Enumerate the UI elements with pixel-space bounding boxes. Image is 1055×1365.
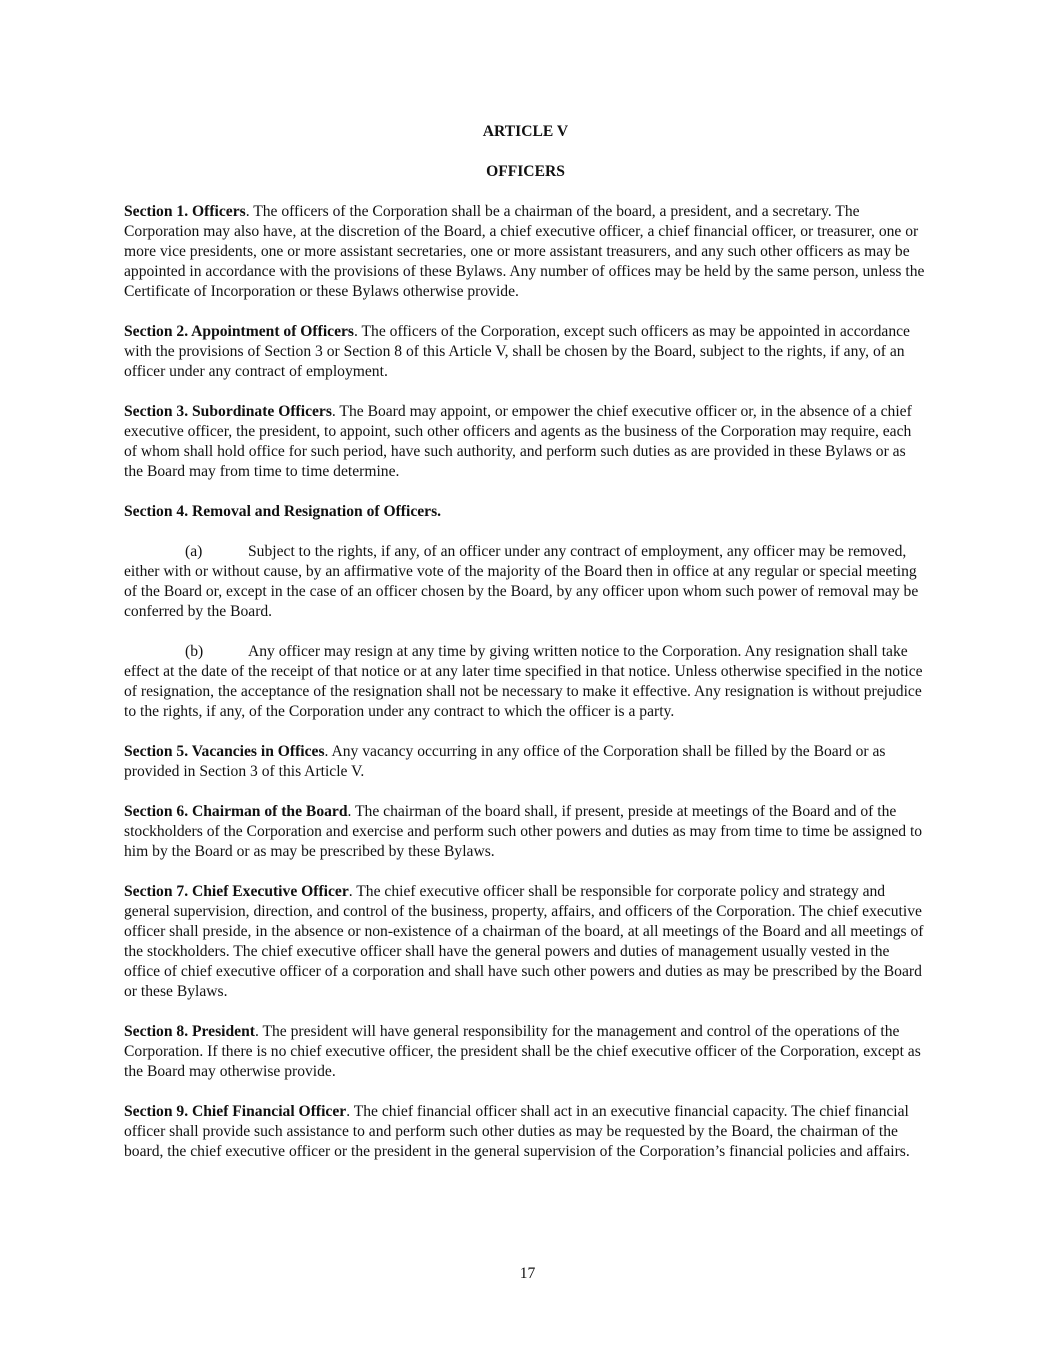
section-1 bbox=[124, 202, 927, 302]
section-title: Section 6. Chairman of the Board bbox=[124, 803, 348, 820]
section-text: . The officers of the Corporation shall be a chairman of the board, a president, and a secretary. The Corporation may also have, at the discretion of the Board, a chief executive officer, a chief financial officer, or treasurer, one or more vice presidents, one or more assistant secretaries, one or more assistant treasurers, and any such other officers as may be appointed in accordance with the provisions of these Bylaws. Any number of offices may be held by the same person, unless the Certificate of Incorporation or these Bylaws otherwise provide. bbox=[124, 203, 925, 300]
section-4-item-a bbox=[124, 542, 927, 622]
item-text: Any officer may resign at any time by giving written notice to the Corporation. Any resignation shall take effect at the date of the receipt of that notice or at any later time specified in that notice. Unless otherwise specified in the notice of resignation, the acceptance of the resignation shall not be necessary to make it effective. Any resignation is without prejudice to the rights, if any, of the Corporation under any contract to which the officer is a party. bbox=[124, 643, 923, 720]
section-title: Section 4. Removal and Resignation of Officers. bbox=[124, 503, 442, 520]
section-2 bbox=[124, 322, 927, 382]
section-9 bbox=[124, 1102, 927, 1162]
section-5 bbox=[124, 742, 927, 782]
section-text: . The president will have general responsibility for the management and control of the operations of the Corporation. If there is no chief executive officer, the president shall be the chief executive officer of the Corporation, except as the Board may otherwise provide. bbox=[124, 1023, 921, 1080]
section-title: Section 1. Officers bbox=[124, 203, 246, 220]
section-title: Section 5. Vacancies in Offices bbox=[124, 743, 325, 760]
item-label: (b) bbox=[185, 643, 204, 660]
section-8 bbox=[124, 1022, 927, 1082]
section-title: Section 3. Subordinate Officers bbox=[124, 403, 332, 420]
section-text: . The Board may appoint, or empower the chief executive officer or, in the absence of a chief executive officer, the president, to appoint, such other officers and agents as the business of the Corporation may require, each of whom shall hold office for such period, have such authority, and perform such duties as are provided in these Bylaws or as the Board may from time to time determine. bbox=[124, 403, 912, 480]
item-label: (a) bbox=[185, 543, 203, 560]
section-text: . The chief executive officer shall be responsible for corporate policy and strategy and general supervision, direction, and control of the business, property, affairs, and officers of the Corporation. The chief executive officer shall preside, in the absence or non-existence of a chairman of the board, at all meetings of the Board and all meetings of the stockholders. The chief executive officer shall have the general powers and duties of management usually vested in the office of chief executive officer of a corporation and shall have such other powers and duties as may be prescribed by the Board or these Bylaws. bbox=[124, 883, 924, 1000]
section-text: . The chairman of the board shall, if present, preside at meetings of the Board and of the stockholders of the Corporation and exercise and perform such other powers and duties as may from time to time be assigned to him by the Board or as may be prescribed by these Bylaws. bbox=[124, 803, 923, 860]
section-7 bbox=[124, 882, 927, 1002]
section-text: . Any vacancy occurring in any office of the Corporation shall be filled by the Board or as provided in Section 3 of this Article V. bbox=[124, 743, 886, 780]
article-subtitle: OFFICERS bbox=[486, 163, 565, 180]
article-title: ARTICLE V bbox=[482, 123, 569, 140]
section-4 bbox=[124, 502, 927, 522]
section-text: . The officers of the Corporation, except such officers as may be appointed in accordance with the provisions of Section 3 or Section 8 of this Article V, shall be chosen by the Board, subject to the rights, if any, of an officer under any contract of employment. bbox=[124, 323, 910, 380]
section-4-item-b bbox=[124, 642, 927, 722]
section-3 bbox=[124, 402, 927, 482]
section-6 bbox=[124, 802, 927, 862]
section-title: Section 8. President bbox=[124, 1023, 255, 1040]
item-text: Subject to the rights, if any, of an officer under any contract of employment, any officer may be removed, either with or without cause, by an affirmative vote of the majority of the Board then in office at any regular or special meeting of the Board or, except in the case of an officer chosen by the Board, by any officer upon whom such power of removal may be conferred by the Board. bbox=[124, 543, 919, 620]
page-number: 17 bbox=[519, 1265, 536, 1282]
section-title: Section 7. Chief Executive Officer bbox=[124, 883, 349, 900]
section-title: Section 9. Chief Financial Officer bbox=[124, 1103, 347, 1120]
section-text: . The chief financial officer shall act in an executive financial capacity. The chief financial officer shall provide such assistance to and perform such other duties as may be requested by the Board, the chairman of the board, the chief executive officer or the president in the general supervision of the Corporation’s financial policies and affairs. bbox=[124, 1103, 910, 1160]
section-title: Section 2. Appointment of Officers bbox=[124, 323, 354, 340]
